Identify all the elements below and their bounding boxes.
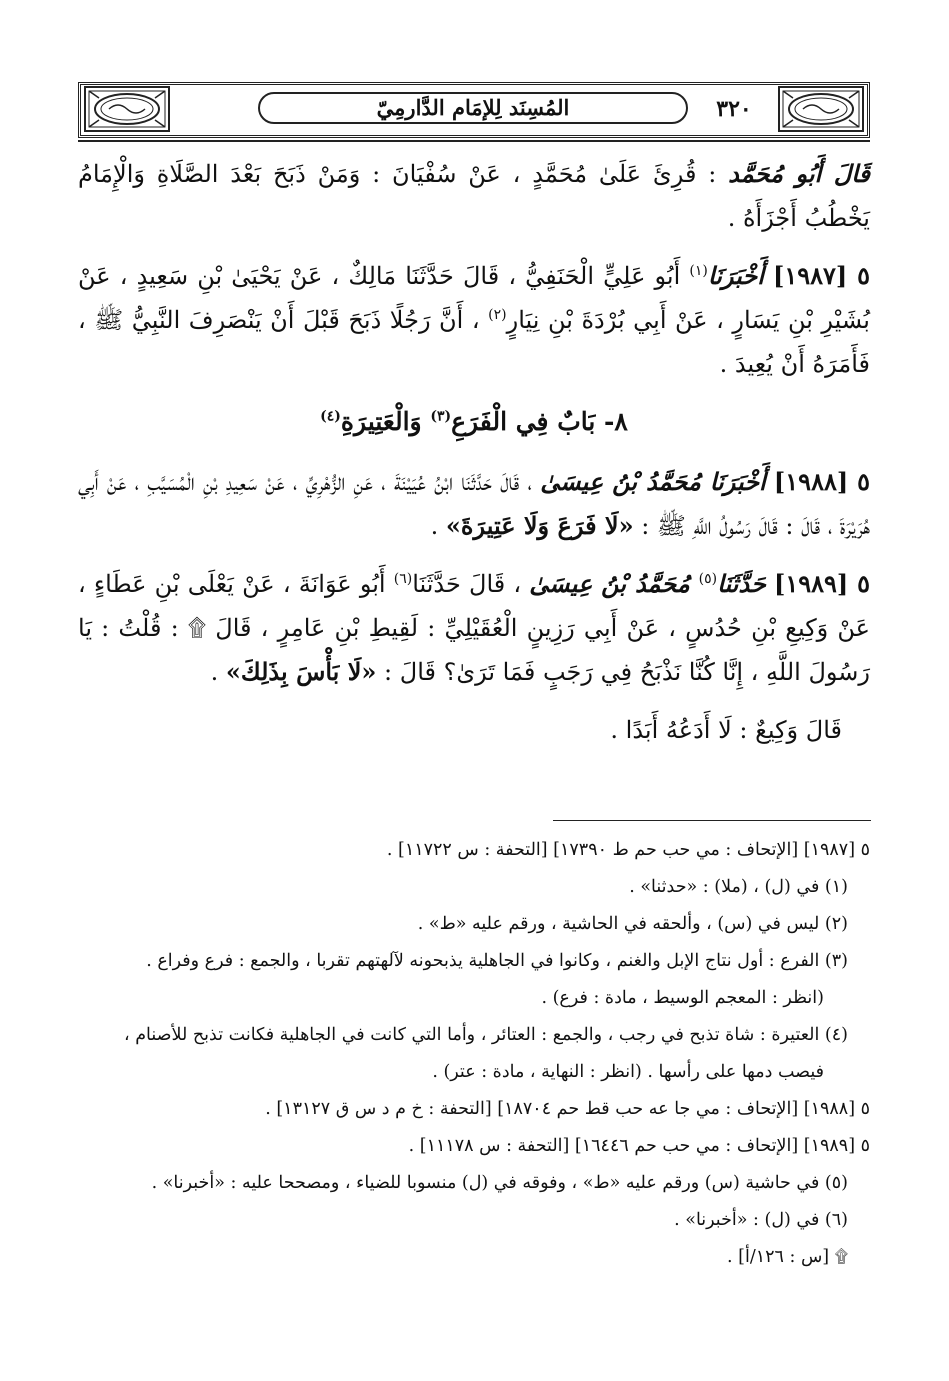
hadith-end: . <box>430 512 446 540</box>
paragraph-text: : قُرِئَ عَلَىٰ مُحَمَّدٍ ، عَنْ سُفْيَانَ : وَمَنْ ذَبَحَ بَعْدَ الصَّلَاةِ وَالْإِمَامُ يَخْطُبُ أَجْزَأَهُ . <box>78 160 870 232</box>
speaker-lead: قَالَ أَبُو مُحَمَّد <box>728 159 871 188</box>
hadith-number: ٥ [١٩٨٧] <box>772 261 870 290</box>
footnote-source-1988: ٥ [١٩٨٨] [الإتحاف : مي جا عه حب قط حم ١٨٧٠٤] [التحفة : خ م د س ق ١٣١٢٧] . <box>265 1099 870 1119</box>
paragraph-abu-muhammad <box>78 152 870 240</box>
running-header <box>78 82 870 138</box>
prophetic-quote: «لَا فَرَعَ وَلَا عَتِيرَةَ» <box>445 511 634 540</box>
footnote-source-1989: ٥ [١٩٨٩] [الإتحاف : مي حب حم ١٦٤٤٦] [التحفة : س ١١١٧٨] . <box>408 1136 870 1156</box>
header-rule <box>78 140 870 142</box>
hadith-1989 <box>78 562 870 694</box>
hadith-number: ٥ [١٩٨٩] <box>773 569 870 598</box>
footnote-source-1987: ٥ [١٩٨٧] [الإتحاف : مي حب حم ط ١٧٣٩٠] [التحفة : س ١١٧٢٢] . <box>386 840 870 860</box>
footnote-ref-2: (٢) <box>488 307 507 323</box>
footnote-ref-3: (٣) <box>430 408 452 425</box>
chapter-title-b: وَالْعَتِيرَةِ <box>340 407 431 436</box>
chapter-title-a: ٨- بَابٌ فِي الْفَرَعِ <box>451 407 628 436</box>
footnote-rule <box>553 820 871 821</box>
hadith-text-cont: أَبُو عَوَانَةَ ، عَنْ يَعْلَى بْنِ عَطَاءٍ ، عَنْ وَكِيعِ بْنِ حُدُسٍ ، عَنْ أَبِي رَزِينٍ الْعُقَيْلِيِّ : لَقِيطِ بْنِ عَامِرٍ ، قَالَ ۩ : قُلْتُ : يَا رَسُولَ اللَّهِ ، إِنَّا كُنَّا نَذْبَحُ فِي رَجَبٍ فَمَا تَرَىٰ؟ قَالَ : <box>78 570 870 686</box>
hadith-1987 <box>78 254 870 386</box>
waki-statement: قَالَ وَكِيعٌ : لَا أَدَعُهُ أَبَدًا . <box>610 716 842 744</box>
transmission-lead: حَدَّثَنَا <box>717 569 766 598</box>
footnote-manuscript-ref: ۩ [س : ١٢٦/أ] . <box>727 1247 848 1267</box>
footnote-1: (١) في (ل) ، (ملا) : «حدثنا» . <box>629 877 848 897</box>
footnote-6: (٦) في (ل) : «أخبرنا» . <box>674 1210 848 1230</box>
running-title: المُسِنَد لِلإمَام الدَّارمِيّ <box>258 92 688 124</box>
hadith-end: . <box>210 658 226 686</box>
narrator-name: مُحَمَّدُ بْنُ عِيسَىٰ <box>529 569 699 598</box>
hadith-text-cont: ، أَنَّ رَجُلًا ذَبَحَ قَبْلَ أَنْ يَنْصَرِفَ النَّبِيُّ ﷺ ، فَأَمَرَهُ أَنْ يُعِيدَ . <box>78 306 870 378</box>
chapter-heading <box>78 400 870 444</box>
prophetic-quote: «لَا بَأْسَ بِذَلِكَ» <box>225 657 377 686</box>
hadith-text: ، قَالَ حَدَّثَنَا ابْنُ عُيَيْنَةَ ، عَنِ الزُّهْرِيِّ ، عَنْ سَعِيدِ بْنِ الْمُسَيَّبِ ، عَنْ أَبِي هُرَيْرَةَ ، قَالَ : قَالَ رَسُولُ اللَّهِ ﷺ : <box>78 468 870 540</box>
footnote-5: (٥) في حاشية (س) ورقم عليه «ط» ، وفوقه في (ل) منسوبا للضياء ، ومصححا عليه : «أخبرنا» . <box>151 1173 848 1193</box>
hadith-text: ، قَالَ حَدَّثَنَا <box>412 570 530 598</box>
footnote-4-cont: فيصب دمها على رأسها . (انظر : النهاية ، مادة : عتر) . <box>432 1062 824 1082</box>
hadith-text: أَبُو عَلِيٍّ الْحَنَفِيُّ ، قَالَ حَدَّثَنَا مَالِكٌ ، عَنْ يَحْيَىٰ بْنِ سَعِيدٍ ، عَنْ بُشَيْرِ بْنِ يَسَارٍ ، عَنْ أَبِي بُرْدَةَ بْنِ نِيَارٍ <box>78 262 870 334</box>
footnote-ref-5: (٥) <box>698 571 718 587</box>
footnote-3-cont: (انظر : المعجم الوسيط ، مادة : فرع) . <box>541 988 824 1008</box>
transmission-lead: أَخْبَرَنَا مُحَمَّدُ بْنُ عِيسَىٰ <box>540 467 766 496</box>
footnote-4: (٤) العتيرة : شاة تذبح في رجب ، والجمع : العتائر ، وأما التي كانت في الجاهلية فكانت تذبح للأصنام ، <box>124 1025 848 1045</box>
footnote-ref-4: (٤) <box>320 408 341 425</box>
hadith-1988 <box>78 460 870 548</box>
footnote-ref-1: (١) <box>689 263 708 279</box>
main-text <box>78 152 870 766</box>
page-number: ٣٢٠ <box>716 96 752 122</box>
footnote-ref-6: (٦) <box>393 571 413 587</box>
hadith-number: ٥ [١٩٨٨] <box>773 467 871 496</box>
footnotes <box>78 835 870 1279</box>
ornamental-seal-right <box>778 86 864 132</box>
ornamental-seal-left <box>84 86 170 132</box>
footnote-2: (٢) ليس في (س) ، وألحقه في الحاشية ، ورقم عليه «ط» . <box>417 914 848 934</box>
footnote-3: (٣) الفرع : أول نتاج الإبل والغنم ، وكانوا في الجاهلية يذبحونه لآلهتهم تقربا ، والجمع : فرع وفراع . <box>146 951 848 971</box>
transmission-lead: أَخْبَرَنَا <box>707 261 764 290</box>
